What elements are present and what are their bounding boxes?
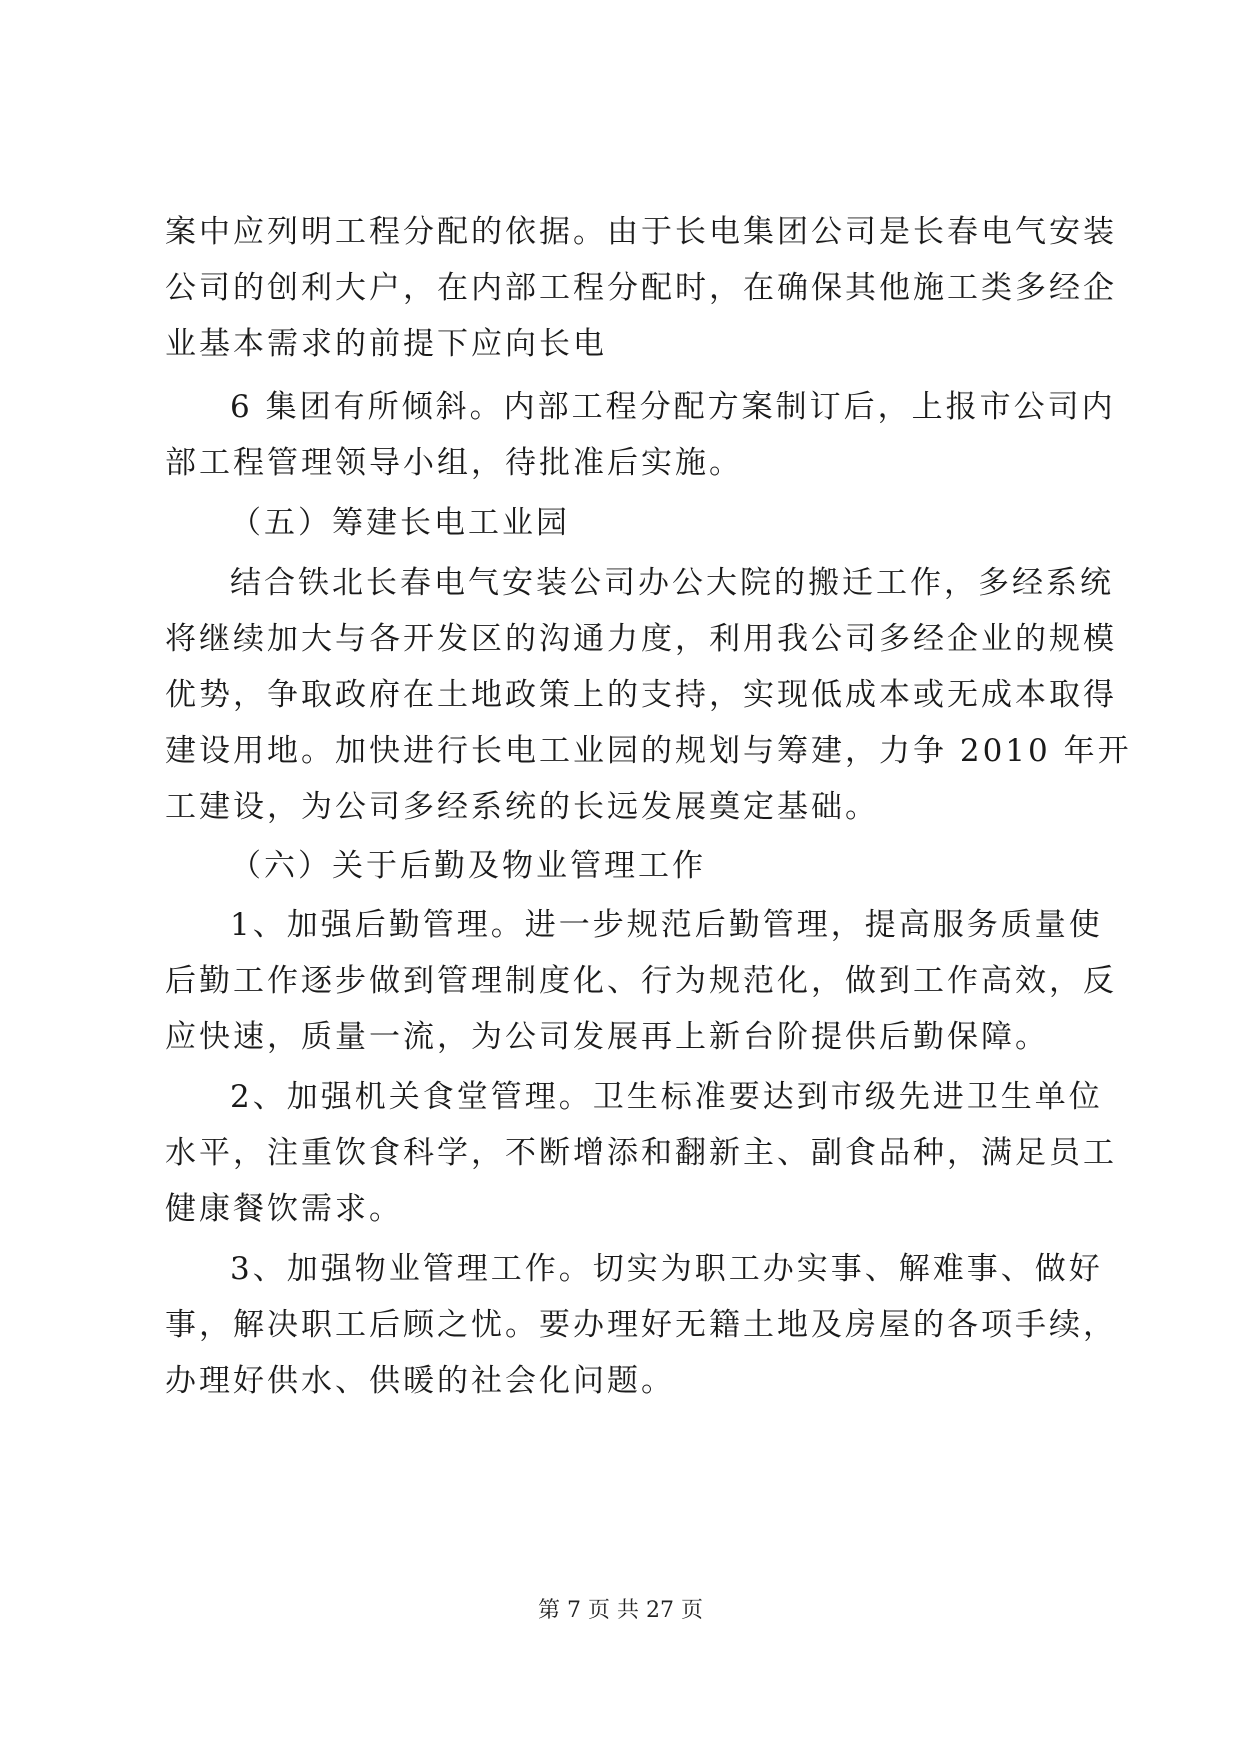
text-line: 事，解决职工后顾之忧。要办理好无籍土地及房屋的各项手续，	[165, 1307, 1117, 1343]
text-line: 6 集团有所倾斜。内部工程分配方案制订后，上报市公司内	[230, 389, 1116, 425]
text-line: 后勤工作逐步做到管理制度化、行为规范化，做到工作高效，反	[165, 963, 1117, 999]
text-line: 业基本需求的前提下应向长电	[165, 326, 607, 362]
text-line: 工建设，为公司多经系统的长远发展奠定基础。	[165, 789, 879, 825]
section-heading: （六）关于后勤及物业管理工作	[230, 848, 706, 884]
text-line: 将继续加大与各开发区的沟通力度，利用我公司多经企业的规模	[165, 621, 1117, 657]
text-line: 优势，争取政府在土地政策上的支持，实现低成本或无成本取得	[165, 677, 1117, 713]
text-line: 2、加强机关食堂管理。卫生标准要达到市级先进卫生单位	[230, 1079, 1103, 1115]
text-line: 案中应列明工程分配的依据。由于长电集团公司是长春电气安装	[165, 214, 1117, 250]
page-number-footer: 第 7 页 共 27 页	[538, 1598, 703, 1623]
text-line: 办理好供水、供暖的社会化问题。	[165, 1363, 675, 1399]
text-line: 1、加强后勤管理。进一步规范后勤管理，提高服务质量使	[230, 907, 1103, 943]
text-line: 建设用地。加快进行长电工业园的规划与筹建，力争 2010 年开	[165, 733, 1132, 769]
text-line: 部工程管理领导小组，待批准后实施。	[165, 445, 743, 481]
text-line: 应快速，质量一流，为公司发展再上新台阶提供后勤保障。	[165, 1019, 1049, 1055]
section-heading: （五）筹建长电工业园	[230, 505, 570, 541]
text-line: 结合铁北长春电气安装公司办公大院的搬迁工作，多经系统	[230, 565, 1114, 601]
text-line: 公司的创利大户，在内部工程分配时，在确保其他施工类多经企	[165, 270, 1117, 306]
text-line: 水平，注重饮食科学，不断增添和翻新主、副食品种，满足员工	[165, 1135, 1117, 1171]
text-line: 健康餐饮需求。	[165, 1191, 403, 1227]
text-line: 3、加强物业管理工作。切实为职工办实事、解难事、做好	[230, 1251, 1103, 1287]
